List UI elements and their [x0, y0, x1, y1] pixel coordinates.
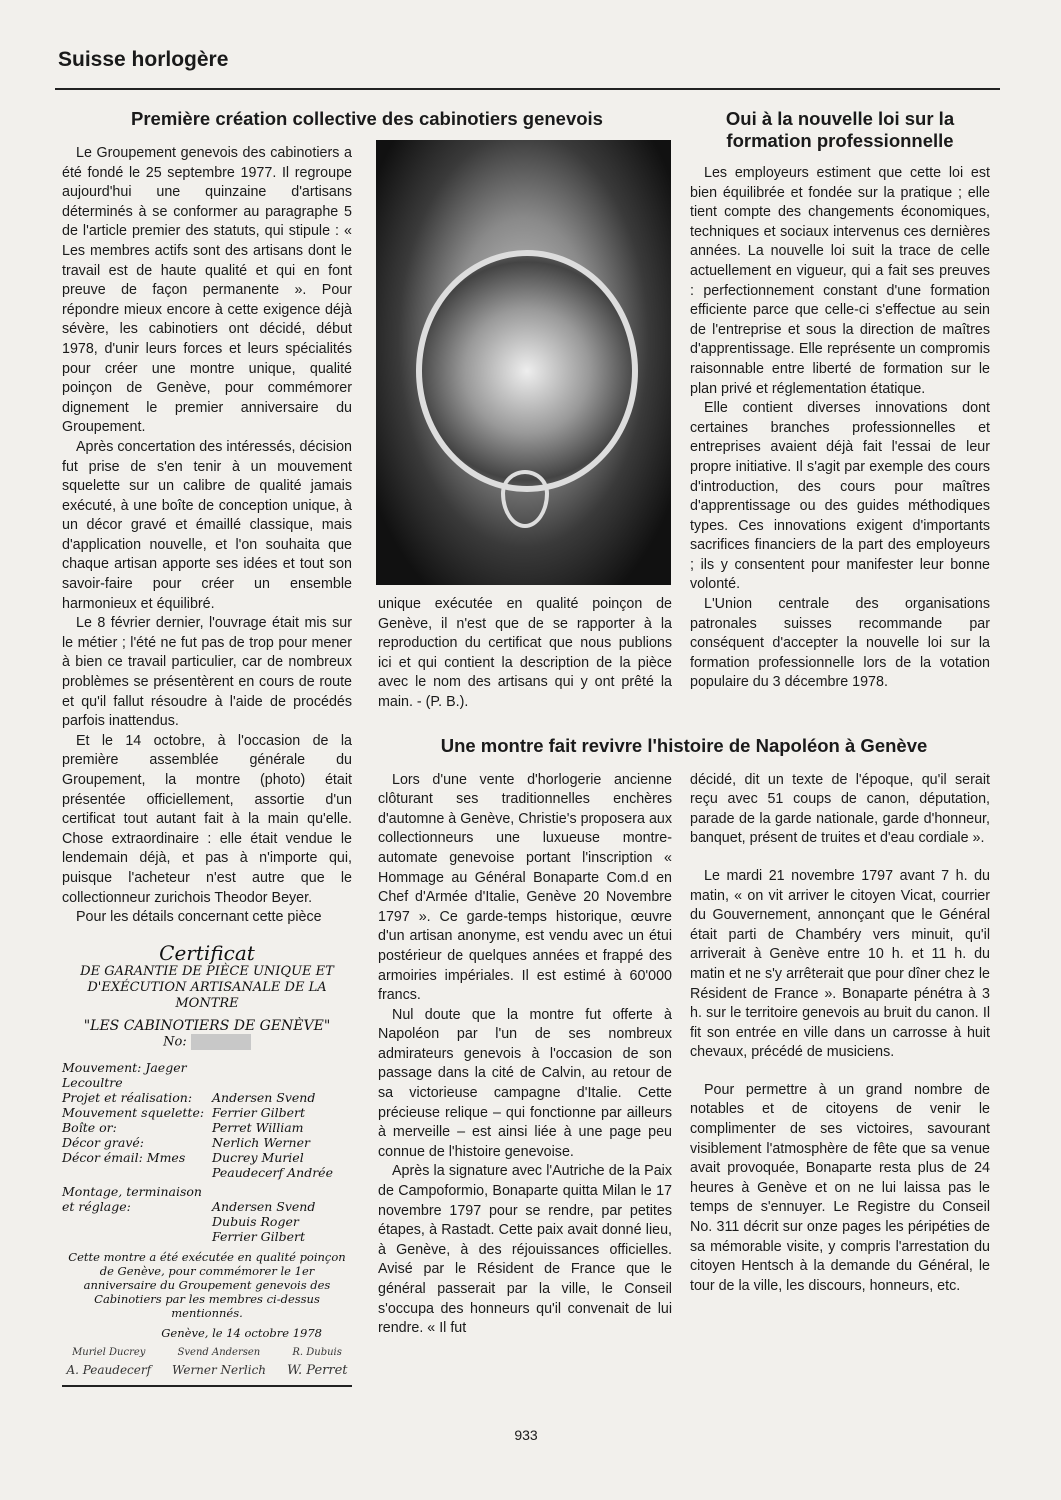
signatures: [62, 1346, 352, 1379]
page-body: [62, 108, 990, 1387]
top-row: [378, 108, 990, 713]
certificate-number-label: No:: [163, 1034, 187, 1050]
cert-row: [62, 1150, 352, 1165]
signature: R. Dubuis: [292, 1347, 342, 1359]
cert-row-label: [62, 1214, 212, 1229]
redacted-number: [191, 1034, 251, 1050]
section-title: Suisse horlogère: [58, 48, 229, 71]
certificate-line: DE GARANTIE DE PIÈCE UNIQUE ET: [80, 963, 334, 979]
cert-row: [62, 1060, 352, 1090]
cert-row-value: Perret William: [212, 1120, 304, 1136]
cert-row-label: Décor gravé:: [62, 1135, 144, 1151]
signature: Werner Nerlich: [171, 1363, 267, 1378]
paragraph: décidé, dit un texte de l'époque, qu'il serait reçu avec 51 coups de canon, députation, parade de la garde nationale, garde d'honneur, banquet, présent de truites et d'eau cordiale ».: [690, 771, 990, 847]
cert-row: [62, 1135, 352, 1150]
right-area: [378, 108, 990, 1339]
footer: [62, 1403, 990, 1443]
cert-row-value: Peaudecerf Andrée: [212, 1165, 333, 1181]
cert-row-label: et réglage:: [62, 1199, 131, 1215]
paragraph: Pour permettre à un grand nombre de notables et de citoyens de venir le complimenter de ses victoires, savourant visiblement l'atmosphère de fête que sa venue avait provoquée, Bonaparte resta plus de 24 heures à Genève et on ne lui laissa pas le temps de s'ennuyer. Le Registre du Conseil No. 311 décrit sur onze pages les péripéties de sa mémorable visite, y compris l'arrestation du citoyen Hentsch à la demande du Général, le tour de la ville, les discours, honneurs, etc.: [690, 1081, 990, 1294]
watch-photo: [376, 140, 671, 585]
article3-right-column: [690, 771, 990, 1297]
paragraph: Elle contient diverses innovations dont certaines branches professionnelles et entreprises avaient déjà fait l'essai de leur propre initiative. Il s'agit par exemple des cours d'introduction, des cours pour maîtres d'apprentissage ou des guides méthodiques types. Ces innovations exigent d'importants sacrifices financiers de la part des employeurs ; ils y consentent pour manifester leur bonne volonté.: [690, 400, 990, 593]
signature: Muriel Ducrey: [72, 1347, 146, 1359]
paragraph: Après concertation des intéressés, décision fut prise de s'en tenir à un mouvement squelette sur un calibre de qualité jamais exécuté, à une boîte de conception unique, à un décor gravé et émaillé classique, mais d'application nouvelle, et l'on souhaita que chaque artisan apporte ses idées et tout son savoir-faire pour créer un ensemble harmonieux et équilibré.: [62, 438, 352, 612]
cert-row-label: Décor émail: Mmes: [62, 1150, 186, 1166]
cert-row-label: [62, 1229, 212, 1244]
article1-middle-column: [378, 108, 672, 713]
cert-row: [62, 1120, 352, 1135]
cert-row-value: Andersen Svend: [212, 1090, 316, 1106]
certificate-statement: Cette montre a été exécutée en qualité poinçon de Genève, pour commémorer le 1er anniversaire du Groupement genevois des Cabinotiers par les membres ci-dessus mentionnés.: [68, 1250, 346, 1321]
skeleton-watch-image: [416, 250, 638, 492]
paragraph: Nul doute que la montre fut offerte à Napoléon par l'un de ses nombreux admirateurs genevois à l'occasion de son passage dans la cité de Calvin, au retour de sa victorieuse campagne d'Italie. Cette précieuse relique – qui fonctionne par ailleurs à merveille – est ainsi liée à une page peu connue de l'histoire genevoise.: [378, 1006, 672, 1160]
cert-row-value: Ferrier Gilbert: [212, 1229, 306, 1245]
paragraph: Les employeurs estiment que cette loi est bien équilibrée et fondée sur la pratique ; elle tient compte des changements économiques, techniques et sociaux intervenus ces dernières années. La nouvelle loi suit la trace de celle actuellement en vigueur, qui a fait ses preuves : perfectionnement constant d'une formation efficiente parce que celle-ci s'effectue au sein de l'entreprise et sous la direction de maîtres d'apprentissage. Elle représente un compromis raisonnable entre liberté de formation sur le plan privé et réglementation étatique.: [690, 165, 990, 397]
page-number: 933: [514, 1427, 538, 1443]
watch-bow-image: [501, 470, 549, 528]
cert-row-value: Ferrier Gilbert: [212, 1105, 306, 1121]
certificate-name: "LES CABINOTIERS DE GENÈVE": [83, 1017, 331, 1034]
certificate-place-date: Genève, le 14 octobre 1978: [161, 1326, 322, 1341]
cert-row: [62, 1214, 352, 1229]
cert-row-label: Boîte or:: [62, 1120, 117, 1136]
cert-row-label: Mouvement squelette:: [62, 1105, 205, 1121]
article1-left-column: [62, 144, 352, 928]
cert-row: [62, 1229, 352, 1244]
certificate-title: Certificat: [159, 940, 255, 965]
cert-row: [62, 1184, 352, 1199]
cert-row: [62, 1165, 352, 1180]
paragraph: unique exécutée en qualité poinçon de Genève, il n'est que de se rapporter à la reproduction du certificat que nous publions ici et qui contient la description de la pièce avec le nom des artisans qui y ont prêté la main. - (P. B.).: [378, 596, 672, 710]
article2-title: Oui à la nouvelle loi sur la formation professionnelle: [725, 108, 955, 151]
paragraph: Le Groupement genevois des cabinotiers a été fondé le 25 septembre 1977. Il regroupe aujourd'hui une quinzaine d'artisans déterminés à se conformer au paragraphe 5 de l'article premier des statuts, qui stipule : « Les membres actifs sont des artisans dont le travail est de haute qualité et qui en font preuve de façon permanente ». Pour répondre mieux encore à cette exigence déjà sévère, les cabinotiers ont décidé, début 1978, d'unir leurs forces et leurs spécialités pour créer une montre unique, qualité poinçon de Genève, pour commémorer dignement le premier anniversaire du Groupement.: [62, 145, 352, 436]
paragraph: Le 8 février dernier, l'ouvrage était mis sur le métier ; l'été ne fut pas de trop pour mener à bien ce travail particulier, car de nombreux problèmes se présentèrent en cours de route et qu'il fallut résoudre à l'aide de procédés parfois inattendus.: [62, 615, 352, 730]
certificate-line: D'EXÉCUTION ARTISANALE DE LA MONTRE: [87, 979, 327, 1011]
article1-title: Première création collective des cabinotiers genevois: [131, 108, 603, 129]
paragraph: Et le 14 octobre, à l'occasion de la première assemblée générale du Groupement, la montre (photo) était présentée officiellement, assortie d'un certificat tout autant fait à la main qu'elle. Chose extraordinaire : elle était vendue le lendemain déjà, et pas à n'importe qui, puisque l'acheteur n'est autre que le collectionneur zurichois Theodor Beyer.: [62, 732, 352, 906]
cert-row-value: Andersen Svend: [212, 1199, 316, 1215]
signature: A. Peaudecerf: [66, 1363, 152, 1378]
article3-middle-column: [378, 771, 672, 1339]
article3-body: [378, 771, 990, 1339]
cert-row-value: Dubuis Roger: [212, 1214, 299, 1230]
header-rule: [55, 88, 1000, 90]
cert-row: [62, 1105, 352, 1120]
certificate-number: [62, 1034, 352, 1051]
signature: W. Perret: [286, 1363, 348, 1379]
article3-title: Une montre fait revivre l'histoire de Napoléon à Genève: [440, 734, 928, 756]
signature: Svend Andersen: [177, 1347, 261, 1359]
cert-row: [62, 1090, 352, 1105]
paragraph: Pour les détails concernant cette pièce: [76, 909, 322, 926]
article2-column: [690, 108, 990, 693]
cert-row-value: Ducrey Muriel: [212, 1150, 304, 1166]
paragraph: L'Union centrale des organisations patronales suisses recommande par conséquent d'accepter la nouvelle loi sur la formation professionnelle lors de la votation populaire du 3 décembre 1978.: [690, 596, 990, 691]
paragraph: Après la signature avec l'Autriche de la Paix de Campoformio, Bonaparte quitta Milan le 17 novembre 1797 pour se rendre, par petites étapes, à Rastadt. Cette paix avait donné lieu, à Genève, à des réjouissances officielles. Avisé par le Résident de France que le général passerait par la ville, le Conseil s'occupa des honneurs qu'il convenait de lui rendre. « Il fut: [378, 1163, 672, 1337]
cert-row: [62, 1199, 352, 1214]
cert-row-label: Mouvement: Jaeger Lecoultre: [62, 1060, 187, 1091]
paragraph: Lors d'une vente d'horlogerie ancienne clôturant ses traditionnelles enchères d'automne à Genève, Christie's proposera aux collectionneurs une luxueuse montre-automate genevoise portant l'inscription « Hommage au Général Bonaparte Com.d en Chef d'Armée d'Italie, Genève 20 Novembre 1797 ». Ce garde-temps historique, œuvre d'un artisan anonyme, est vendu avec un étui postérieur de quelques années et frappé des armoiries impériales. Il est estimé à 60'000 francs.: [378, 771, 672, 1004]
cert-row-label: Montage, terminaison: [62, 1184, 202, 1200]
cert-row-label: [62, 1165, 212, 1180]
certificate: [62, 942, 352, 1388]
paragraph: Le mardi 21 novembre 1797 avant 7 h. du matin, « on vit arriver le citoyen Vicat, courrier du Gouvernement, annonçant que le Général était parti de Chambéry vers minuit, qu'il arriverait à Genève entre 10 h. et 11 h. du matin et ne s'y arrêterait que pour dîner chez le Résident de France ». Bonaparte pénétra à 3 h. sur le territoire genevois au bruit du canon. Il fit son entrée en ville dans un carrosse à huit chevaux, précédé de musiciens.: [690, 867, 990, 1061]
cert-row-label: Projet et réalisation:: [62, 1090, 193, 1106]
cert-row-value: Nerlich Werner: [212, 1135, 310, 1151]
